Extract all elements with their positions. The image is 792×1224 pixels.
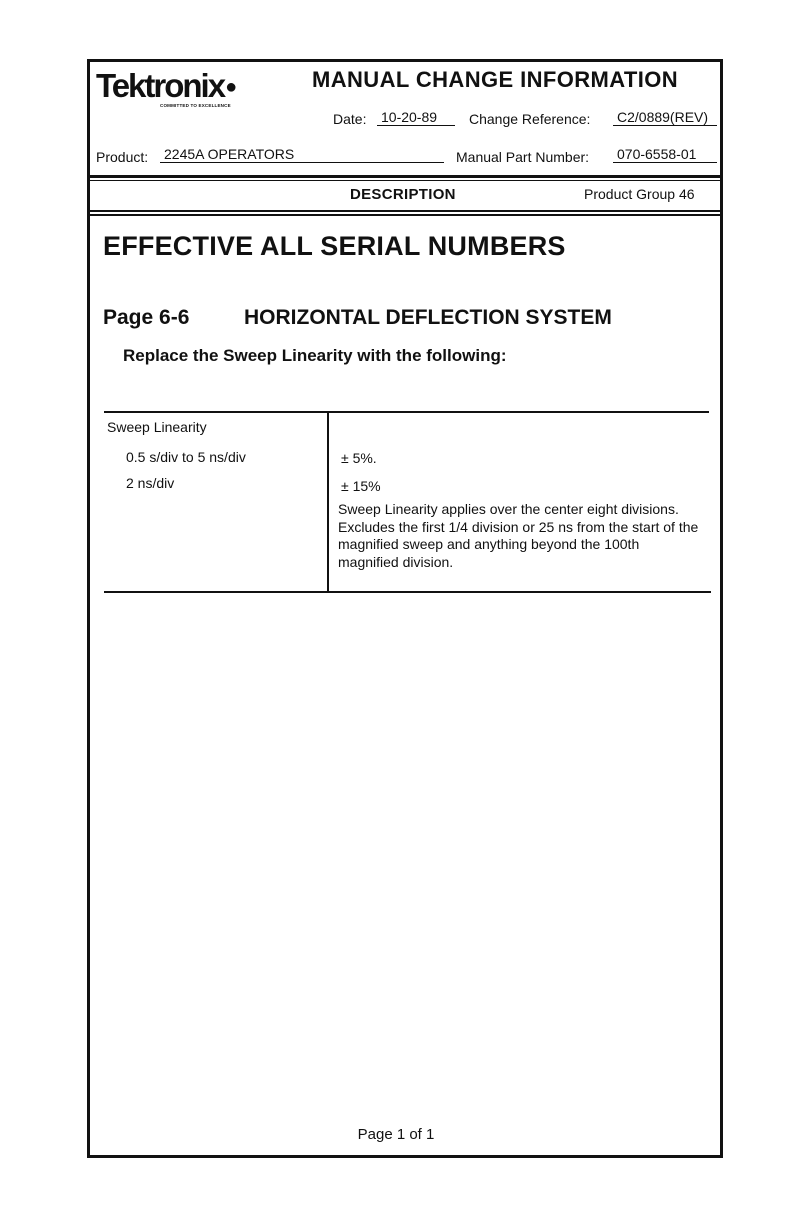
- table-row-condition: 0.5 s/div to 5 ns/div: [126, 449, 246, 465]
- product-label: Product:: [96, 149, 149, 165]
- page-frame: [87, 59, 723, 1158]
- change-reference-value: C2/0889(REV): [613, 110, 717, 126]
- product-value: 2245A OPERATORS: [160, 147, 444, 163]
- logo-tagline: COMMITTED TO EXCELLENCE: [160, 103, 231, 108]
- table-characteristic: Sweep Linearity: [107, 419, 207, 435]
- document-title: MANUAL CHANGE INFORMATION: [312, 67, 679, 92]
- rule-bottom-2: [90, 214, 720, 216]
- rule-bottom-1: [90, 210, 720, 212]
- change-reference-label: Change Reference:: [469, 111, 591, 127]
- instruction-text: Replace the Sweep Linearity with the following:: [123, 346, 507, 365]
- logo-dot-icon: ●: [225, 76, 236, 98]
- table-top-rule: [104, 411, 709, 413]
- rule-top-thick: [90, 175, 720, 178]
- logo-wordmark: Tektronix: [96, 67, 225, 104]
- date-value: 10-20-89: [377, 110, 455, 126]
- table-row-value: ± 15%: [341, 478, 381, 494]
- description-heading: DESCRIPTION: [350, 186, 456, 203]
- rule-top-thin: [90, 180, 720, 181]
- table-row-condition: 2 ns/div: [126, 475, 175, 491]
- section-title: HORIZONTAL DEFLECTION SYSTEM: [244, 306, 612, 329]
- date-label: Date:: [333, 111, 367, 127]
- manual-part-number-label: Manual Part Number:: [456, 149, 590, 165]
- page-reference: Page 6-6: [103, 306, 190, 329]
- manual-part-number-value: 070-6558-01: [613, 147, 717, 163]
- table-column-divider: [327, 411, 329, 592]
- page-number: Page 1 of 1: [357, 1126, 435, 1143]
- table-note: Sweep Linearity applies over the center eight divisions. Excludes the first 1/4 division or 25 ns from the start of the magnified sweep and anything beyond the 100th magnified division.: [338, 501, 699, 570]
- tektronix-logo: [96, 67, 236, 108]
- table-bottom-rule: [104, 591, 711, 593]
- table-row-value: ± 5%.: [341, 450, 377, 466]
- effectivity-heading: EFFECTIVE ALL SERIAL NUMBERS: [103, 231, 566, 261]
- product-group: Product Group 46: [584, 186, 695, 202]
